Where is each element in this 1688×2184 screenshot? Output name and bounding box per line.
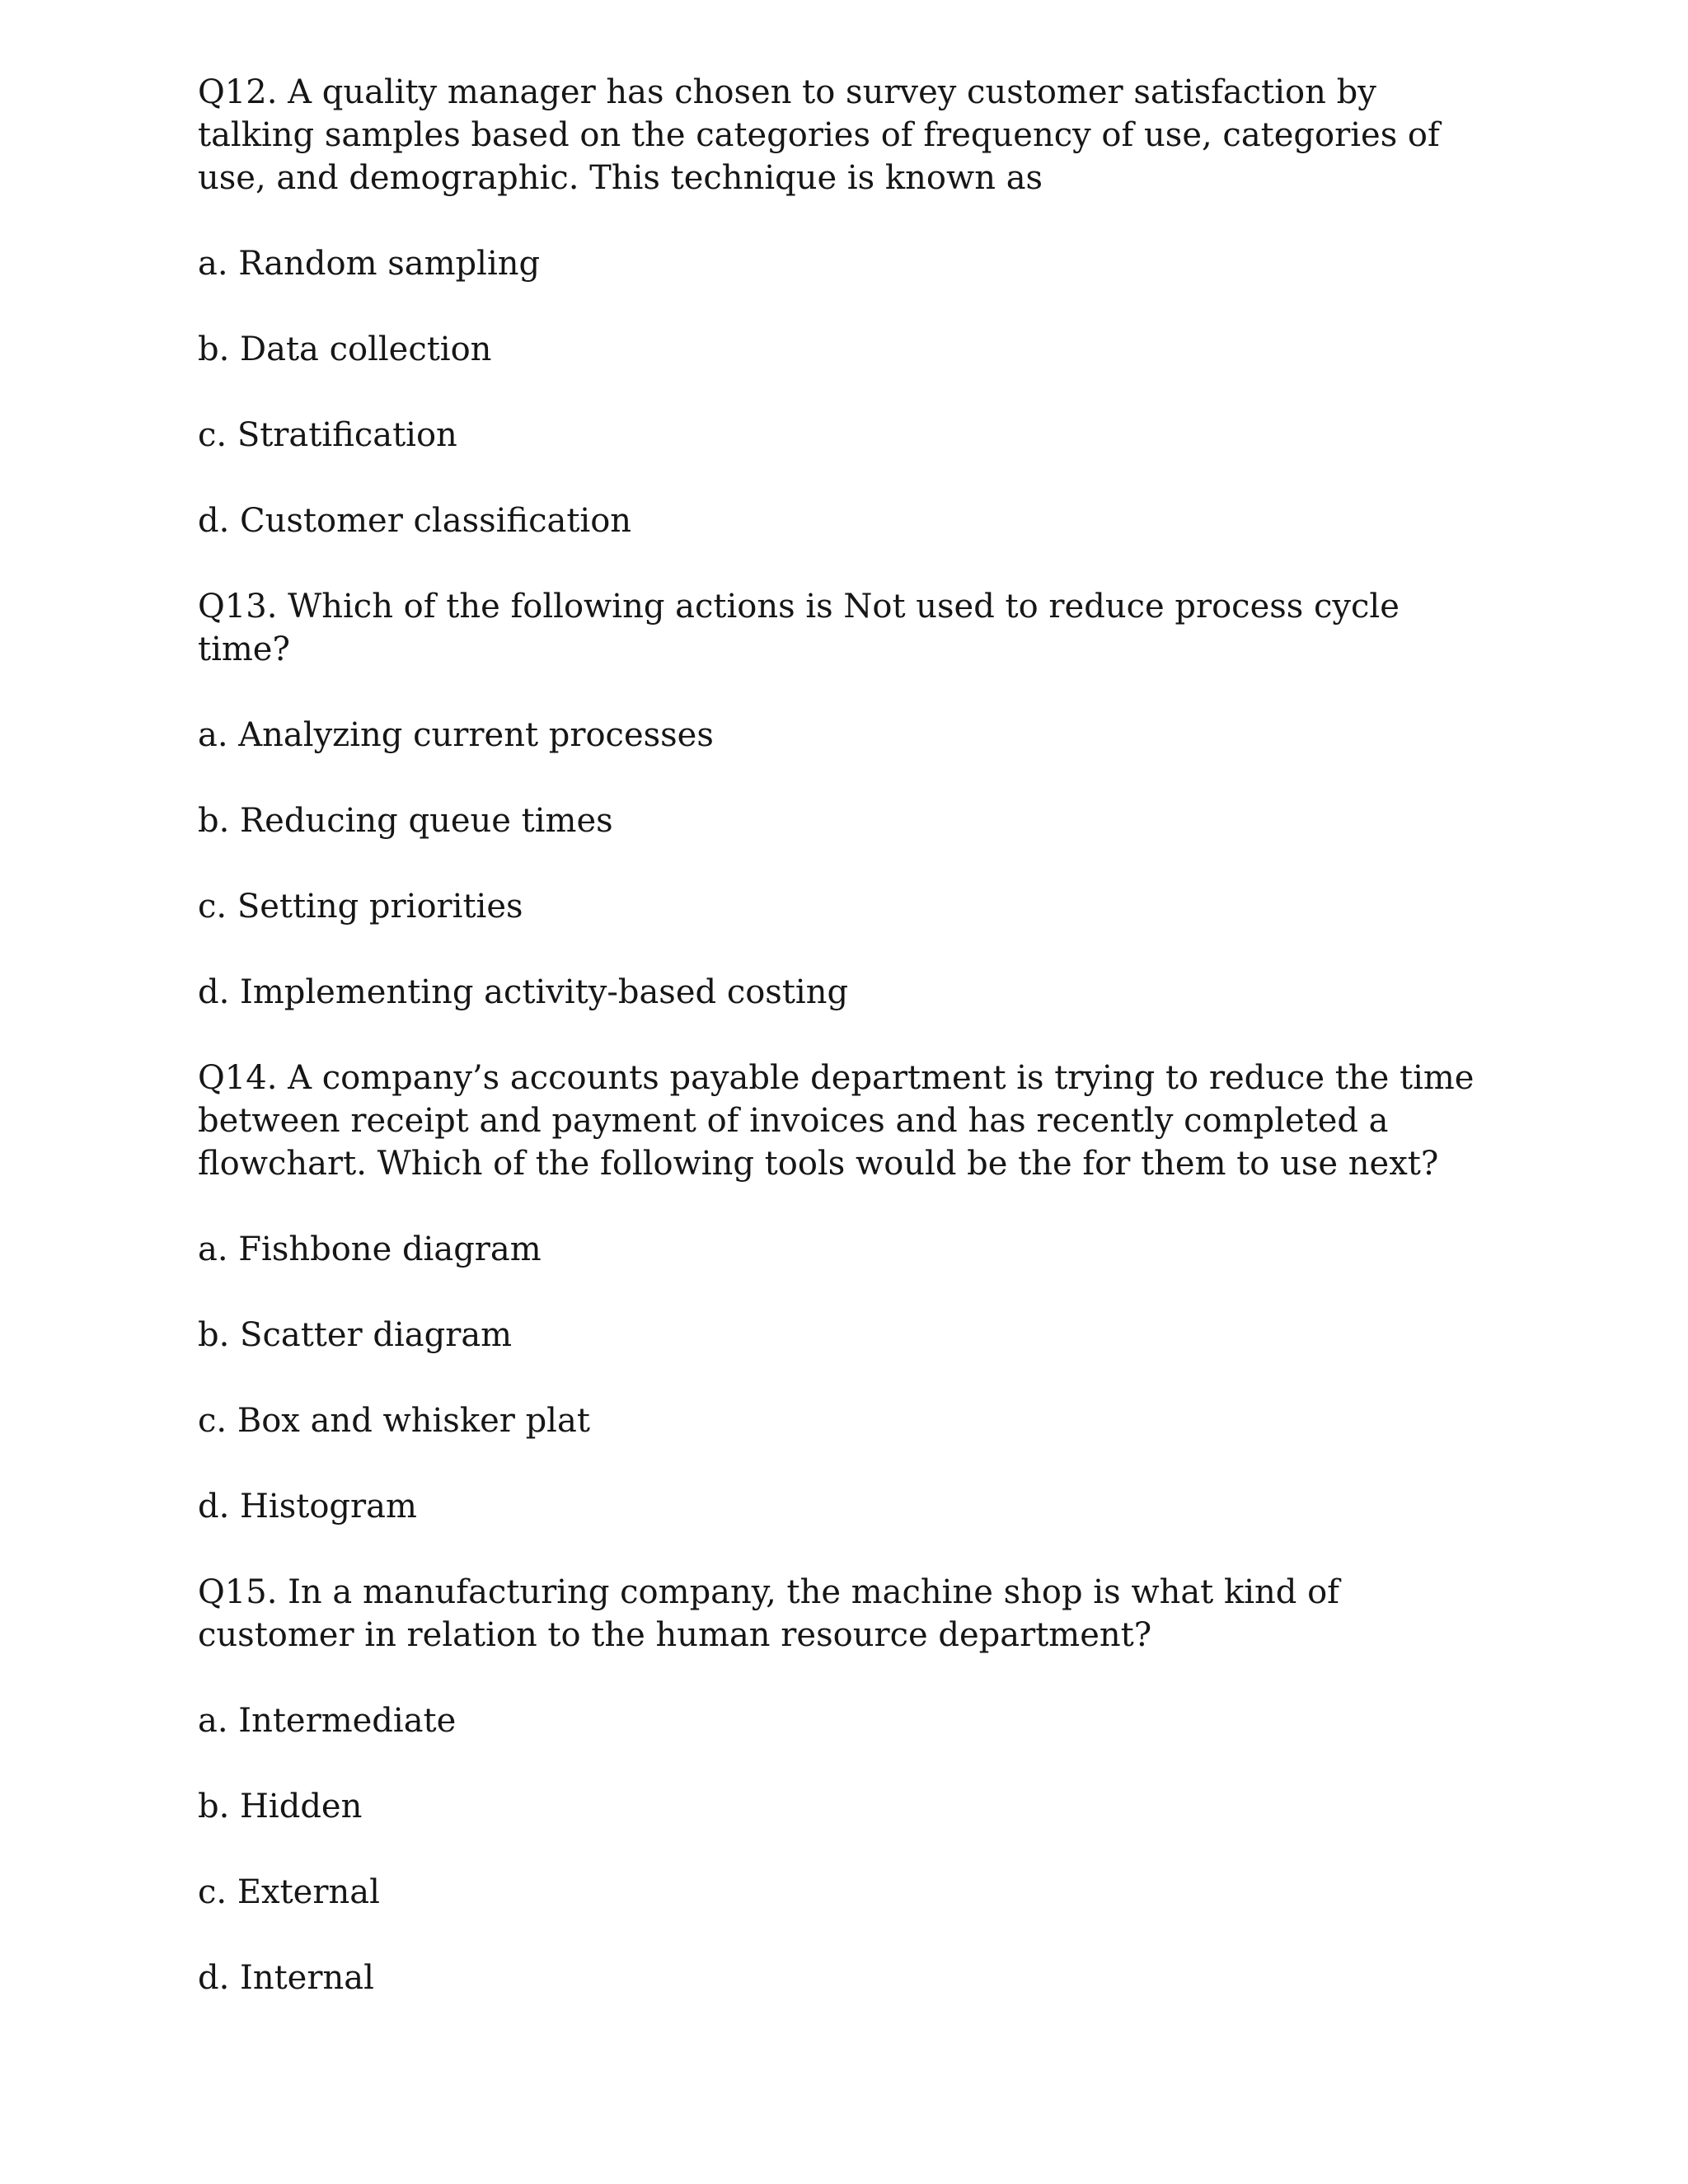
answer-option-b: b. Scatter diagram [198, 1316, 513, 1354]
answer-option-c: c. External [198, 1873, 380, 1911]
answer-option-c: c. Stratification [198, 416, 457, 454]
question-q14 [198, 1057, 1484, 1528]
answer-option-d: d. Customer classification [198, 502, 632, 540]
answer-option-d: d. Internal [198, 1959, 374, 1997]
answer-option-a: a. Intermediate [198, 1702, 457, 1740]
answer-option-c: c. Setting priorities [198, 888, 523, 926]
question-q12 [198, 71, 1484, 542]
question-text: Q15. In a manufacturing company, the machine shop is what kind of customer in relation to the human resource department? [198, 1573, 1339, 1654]
answer-option-a: a. Fishbone diagram [198, 1230, 542, 1268]
answer-option-b: b. Reducing queue times [198, 802, 613, 840]
answer-option-a: a. Analyzing current processes [198, 716, 714, 754]
question-q15 [198, 1571, 1484, 1999]
answer-option-d: d. Histogram [198, 1488, 417, 1526]
question-text: Q14. A company’s accounts payable department is trying to reduce the time between receipt and payment of invoices and has recently completed a flowchart. Which of the following tools would be the for them to use next? [198, 1059, 1475, 1183]
answer-option-b: b. Hidden [198, 1788, 363, 1825]
question-text: Q12. A quality manager has chosen to survey customer satisfaction by talking samples based on the categories of frequency of use, categories of use, and demographic. This technique is known as [198, 73, 1440, 197]
question-text: Q13. Which of the following actions is Not used to reduce process cycle time? [198, 588, 1400, 668]
answer-option-d: d. Implementing activity-based costing [198, 973, 849, 1011]
question-q13 [198, 585, 1484, 1014]
answer-option-b: b. Data collection [198, 330, 492, 368]
answer-option-c: c. Box and whisker plat [198, 1402, 590, 1440]
question-list [198, 71, 1484, 1999]
answer-option-a: a. Random sampling [198, 245, 541, 283]
